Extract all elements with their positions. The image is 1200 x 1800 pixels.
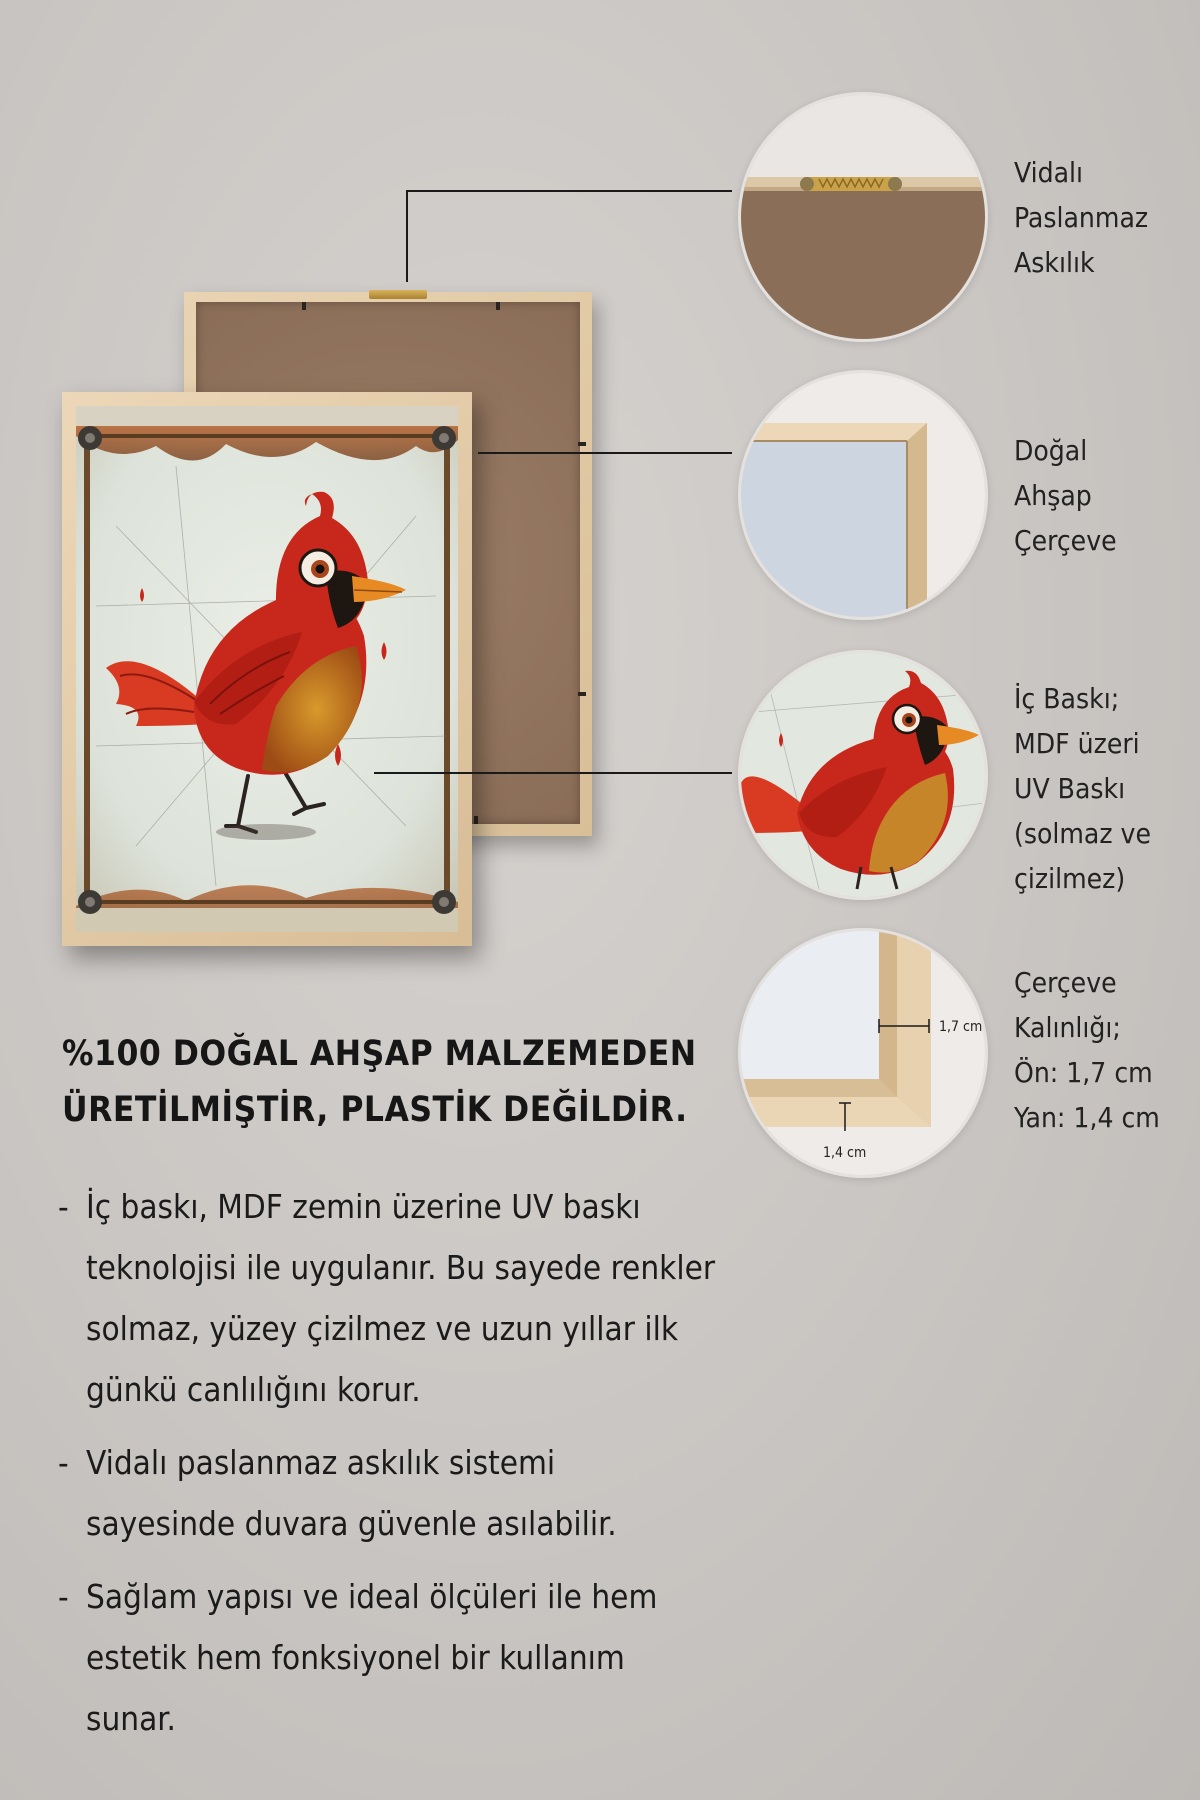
heading-line: ÜRETİLMİŞTİR, PLASTİK DEĞİLDİR. bbox=[62, 1090, 688, 1130]
dimension-label-side: 1,4 cm bbox=[823, 1145, 867, 1161]
hanger-closeup-icon bbox=[741, 95, 985, 339]
callout-label-line: Çerçeve bbox=[1014, 524, 1117, 557]
back-clip bbox=[496, 302, 500, 310]
back-clip bbox=[474, 816, 478, 824]
callout-label-line: çizilmez) bbox=[1014, 862, 1126, 895]
list-item-line: estetik hem fonksiyonel bir kullanım bbox=[86, 1638, 625, 1677]
bullet-dash: - bbox=[58, 1443, 69, 1482]
bullet-dash: - bbox=[58, 1187, 69, 1226]
back-clip bbox=[302, 302, 306, 310]
callout-label-line: Ön: 1,7 cm bbox=[1014, 1056, 1153, 1089]
list-item-line: sayesinde duvara güvenle asılabilir. bbox=[86, 1504, 617, 1543]
callout-label-print bbox=[1014, 676, 1151, 901]
list-item bbox=[58, 1176, 778, 1420]
wood-frame-corner-icon bbox=[741, 373, 985, 617]
list-item-line: günkü canlılığını korur. bbox=[86, 1370, 421, 1409]
list-item-line: teknolojisi ile uygulanır. Bu sayede renkler bbox=[86, 1248, 716, 1287]
list-item-line: Sağlam yapısı ve ideal ölçüleri ile hem bbox=[86, 1577, 658, 1616]
list-item-line: İç baskı, MDF zemin üzerine UV baskı bbox=[86, 1187, 641, 1226]
callout-label-frame bbox=[1014, 428, 1117, 563]
sawtooth-hanger bbox=[369, 290, 427, 299]
callout-label-line: Yan: 1,4 cm bbox=[1014, 1101, 1160, 1134]
callout-label-line: (solmaz ve bbox=[1014, 817, 1151, 850]
bullet-dash: - bbox=[58, 1577, 69, 1616]
back-clip bbox=[578, 692, 586, 696]
list-item-line: Vidalı paslanmaz askılık sistemi bbox=[86, 1443, 556, 1482]
callout-label-line: Vidalı bbox=[1014, 156, 1084, 189]
callout-label-line: MDF üzeri bbox=[1014, 727, 1140, 760]
print-closeup-icon bbox=[741, 653, 985, 897]
dimension-label-front: 1,7 cm bbox=[939, 1019, 983, 1035]
feature-list bbox=[58, 1176, 778, 1761]
list-item bbox=[58, 1432, 778, 1554]
callout-line-print bbox=[374, 772, 732, 774]
detail-circle-thickness bbox=[738, 928, 988, 1178]
list-item bbox=[58, 1566, 778, 1749]
callout-label-line: Ahşap bbox=[1014, 479, 1092, 512]
callout-line-frame bbox=[478, 452, 732, 454]
frame-thickness-icon bbox=[741, 931, 985, 1175]
heading-line: %100 DOĞAL AHŞAP MALZEMEDEN bbox=[62, 1034, 697, 1074]
callout-label-line: Askılık bbox=[1014, 246, 1095, 279]
callout-line-hanger-vertical bbox=[406, 190, 408, 282]
cardinal-bird-painting-icon bbox=[76, 406, 458, 932]
list-item-line: sunar. bbox=[86, 1699, 176, 1738]
callout-line-hanger bbox=[406, 190, 732, 192]
list-item-line: solmaz, yüzey çizilmez ve uzun yıllar ilk bbox=[86, 1309, 679, 1348]
callout-label-line: İç Baskı; bbox=[1014, 682, 1120, 715]
callout-label-line: Doğal bbox=[1014, 434, 1088, 467]
callout-label-hanger bbox=[1014, 150, 1148, 285]
back-clip bbox=[578, 442, 586, 446]
callout-label-line: Paslanmaz bbox=[1014, 201, 1149, 234]
callout-label-line: UV Baskı bbox=[1014, 772, 1126, 805]
bird-artwork bbox=[76, 406, 458, 932]
detail-circle-frame bbox=[738, 370, 988, 620]
frame-front-view bbox=[62, 392, 472, 946]
detail-circle-hanger bbox=[738, 92, 988, 342]
callout-label-thickness bbox=[1014, 960, 1160, 1140]
detail-circle-print bbox=[738, 650, 988, 900]
callout-label-line: Kalınlığı; bbox=[1014, 1011, 1121, 1044]
callout-label-line: Çerçeve bbox=[1014, 966, 1117, 999]
material-heading bbox=[62, 1026, 762, 1138]
